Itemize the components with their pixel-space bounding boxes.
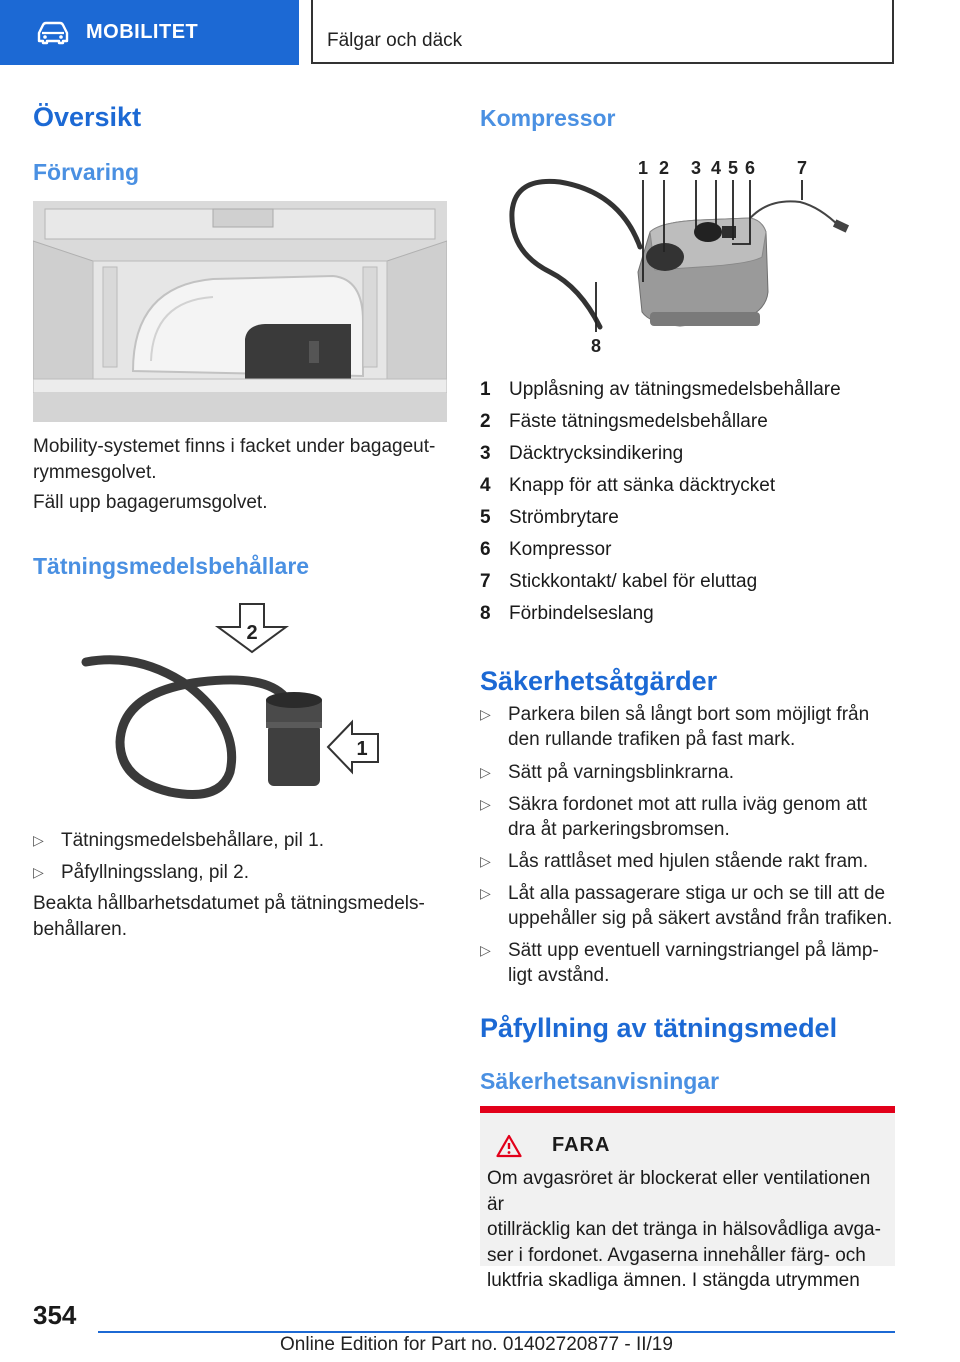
section-label: MOBILITET [86, 21, 199, 43]
compressor-heading: Kompressor [480, 105, 616, 131]
list-item: 1 Upplåsning av tätningsmedelsbehållare [480, 379, 841, 400]
triangle-bullet-icon: ▷ [480, 764, 491, 780]
triangle-bullet-icon: ▷ [33, 864, 44, 880]
fill-heading: Påfyllning av tätningsmedel [480, 1013, 838, 1043]
danger-warning-box [480, 1106, 895, 1291]
svg-text:2: 2 [658, 158, 670, 178]
triangle-bullet-icon: ▷ [480, 942, 491, 958]
edition-footer: Online Edition for Part no. 01402720877 - II/19 [280, 1334, 673, 1355]
arrow-label-2: 2 [246, 622, 258, 644]
warning-title: FARA [552, 1134, 611, 1156]
triangle-bullet-icon: ▷ [480, 853, 491, 869]
note-line-2: behållaren. [33, 919, 128, 940]
storage-text-line-1: Mobility-systemet finns i facket under bagageut- [33, 436, 436, 457]
trunk-storage-image [33, 201, 447, 422]
warning-triangle-icon [496, 1134, 522, 1158]
storage-text-line-2: rymmesgolvet. [33, 462, 157, 483]
list-item: 4 Knapp för att sänka däcktrycket [480, 475, 776, 496]
car-icon [36, 21, 70, 45]
section-tab [0, 0, 299, 65]
list-item: 6 Kompressor [480, 539, 612, 560]
list-item: 7 Stickkontakt/ kabel för eluttag [480, 571, 758, 592]
triangle-bullet-icon: ▷ [33, 832, 44, 848]
svg-text:8: 8 [590, 336, 602, 356]
chapter-label: Fälgar och däck [327, 30, 463, 51]
footer-divider [98, 1331, 895, 1333]
svg-text:5: 5 [727, 158, 739, 178]
svg-text:7: 7 [796, 158, 808, 178]
list-item: 2 Fäste tätningsmedelsbehållare [480, 411, 768, 432]
svg-text:3: 3 [690, 158, 702, 178]
page-title: Översikt [33, 102, 142, 132]
svg-text:1: 1 [637, 158, 649, 178]
svg-text:6: 6 [744, 158, 756, 178]
list-item: 8 Förbindelseslang [480, 603, 654, 624]
storage-text-line-3: Fäll upp bagagerumsgolvet. [33, 492, 268, 513]
safety-notes-heading: Säkerhetsanvisningar [480, 1068, 720, 1094]
compressor-diagram [500, 152, 860, 360]
page-number: 354 [33, 1300, 77, 1330]
parts-list [480, 379, 900, 635]
list-item: 3 Däcktrycksindikering [480, 443, 684, 464]
storage-heading: Förvaring [33, 159, 140, 185]
safety-heading: Säkerhetsåtgärder [480, 666, 718, 696]
chapter-header [311, 0, 894, 64]
arrow-label-1: 1 [356, 738, 368, 760]
triangle-bullet-icon: ▷ [480, 706, 491, 722]
triangle-bullet-icon: ▷ [480, 885, 491, 901]
sealant-heading: Tätningsmedelsbehållare [33, 553, 310, 579]
warning-bar [480, 1106, 895, 1113]
triangle-bullet-icon: ▷ [480, 796, 491, 812]
sealant-bottle-image [80, 602, 400, 808]
list-item: 5 Strömbrytare [480, 507, 619, 528]
warning-body: Om avgasröret är blockerat eller ventilationen är otillräcklig kan det tränga in hälsovådliga avga- ser i fordonet. Avgaserna innehåller färg- och luktfria skadliga ämnen. I stängda utrymmen [487, 1168, 881, 1291]
note-line-1: Beakta hållbarhetsdatumet på tätningsmedels- [33, 893, 425, 914]
svg-text:4: 4 [710, 158, 722, 178]
